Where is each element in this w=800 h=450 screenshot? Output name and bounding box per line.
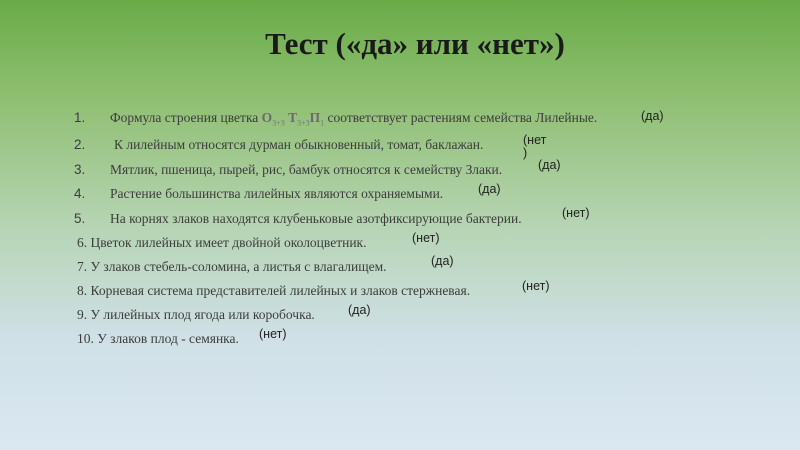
question-3 <box>74 162 502 178</box>
question-number: 3. <box>74 162 86 177</box>
answer-3: (да) <box>538 158 561 172</box>
answer-4: (да) <box>478 182 501 196</box>
question-text-end: соответствует растениям семейства Лилейные. <box>324 110 598 125</box>
question-9: 9. У лилейных плод ягода или коробочка. <box>77 307 315 322</box>
question-7: 7. У злаков стебель-соломина, а листья с влагалищем. <box>77 259 387 274</box>
answer-10: (нет) <box>259 327 287 341</box>
question-text: К лилейным относятся дурман обыкновенный, томат, баклажан. <box>114 137 484 152</box>
page-title: Тест («да» или «нет») <box>265 26 565 61</box>
question-1 <box>74 110 597 128</box>
question-number: 4. <box>74 186 86 201</box>
answer-6: (нет) <box>412 231 440 245</box>
question-text: Формула строения цветка <box>110 110 262 125</box>
question-10: 10. У злаков плод - семянка. <box>77 331 239 346</box>
answer-2: (нет ) <box>523 133 547 160</box>
question-2 <box>74 137 483 153</box>
answer-9: (да) <box>348 303 371 317</box>
question-number: 1. <box>74 110 86 125</box>
question-number: 2. <box>74 137 86 152</box>
answer-5: (нет) <box>562 206 590 220</box>
question-8: 8. Корневая система представителей лилейных и злаков стержневая. <box>77 283 471 298</box>
question-5 <box>74 211 522 227</box>
answer-8: (нет) <box>522 279 550 293</box>
flower-formula: $О_{3+3}$ $Т_{3+3}П_1$ <box>261 110 325 128</box>
question-6: 6. Цветок лилейных имеет двойной околоцветник. <box>77 235 367 250</box>
question-text: Мятлик, пшеница, пырей, рис, бамбук относятся к семейству Злаки. <box>110 162 503 177</box>
answer-1: (да) <box>641 109 664 123</box>
question-4 <box>74 186 443 202</box>
answer-7: (да) <box>431 254 454 268</box>
question-text: На корнях злаков находятся клубеньковые азотфиксирующие бактерии. <box>110 211 522 226</box>
question-text: Растение большинства лилейных являются охраняемыми. <box>110 186 444 201</box>
question-number: 5. <box>74 211 86 226</box>
